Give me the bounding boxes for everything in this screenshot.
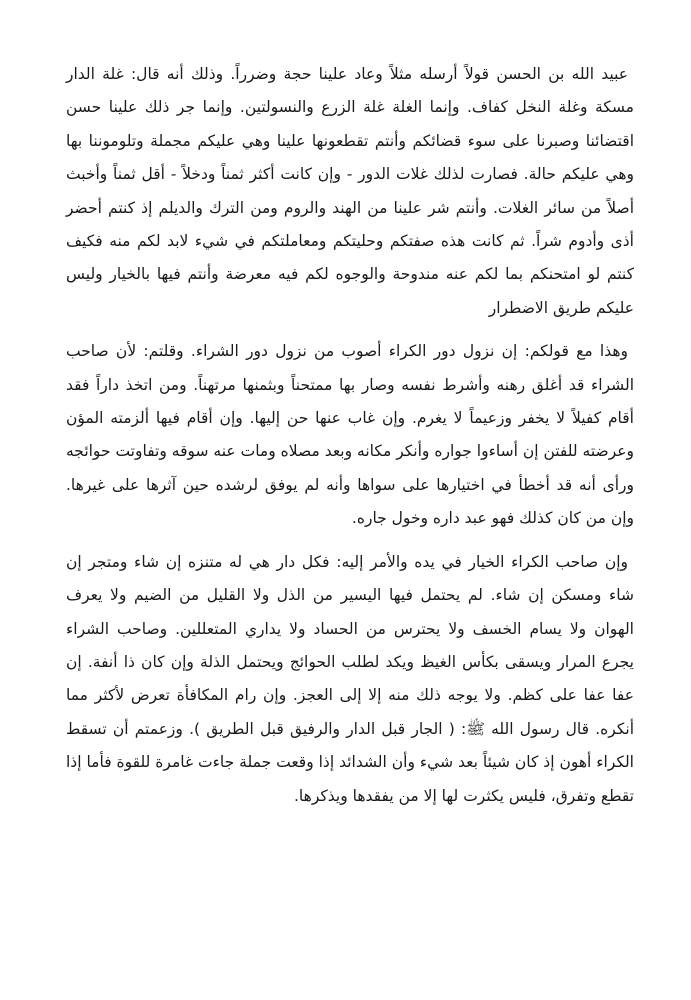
paragraph-2: وهذا مع قولكم: إن نزول دور الكراء أصوب من نزول دور الشراء. وقلتم: لأن صاحب الشراء قد أغلق رهنه وأشرط نفسه وصار بها ممتحناً وبثمنها مرتهناً. ومن اتخذ داراً فقد أقام كفيلاً لا يخفر وزعيماً لا يغرم. وإن غاب عنها حن إليها. وإن أقام فيها ألزمته المؤن وعرضته للفتن إن أساءوا جواره وأنكر مكانه وبعد مصلاه ومات عنه سوقه وتفاوتت حوائجه ورأى أنه قد أخطأ في اختيارها على سواها وأنه لم يوفق لرشده حين آثرها على غيرها. وإن من كان كذلك فهو عبد داره وخول جاره. [66,342,634,528]
paragraph-3: وإن صاحب الكراء الخيار في يده والأمر إليه: فكل دار هي له متنزه إن شاء ومتجر إن شاء ومسكن إن شاء. لم يحتمل فيها اليسير من الذل ولا القليل من الضيم ولا يعرف الهوان ولا يسام الخسف ولا يحترس من الحساد ولا يداري المتعللين. وصاحب الشراء يجرع المرار ويسقى بكأس الغيظ ويكد لطلب الحوائج ويحتمل الذلة وإن كان ذا أنفة. إن عفا عفا على كظم. ولا يوجه ذلك منه إلا إلى العجز. وإن رام المكافأة تعرض لأكثر مما أنكره. قال رسول الله ﷺ: ( الجار قبل الدار والرفيق قبل الطريق ). وزعمتم أن تسقط الكراء أهون إذ كان شيئاً بعد شيء وأن الشدائد إذا وقعت جملة جاءت غامرة للقوة فأما إذا تقطع وتفرق، فليس يكثرت لها إلا من يفقدها ويذكرها. [66,552,634,805]
paragraph-1: عبيد الله بن الحسن قولاً أرسله مثلاً وعاد علينا حجة وضرراً. وذلك أنه قال: غلة الدار مسكة وغلة النخل كفاف. وإنما الغلة غلة الزرع والنسولتين. وإنما جر ذلك علينا حسن اقتضائنا وصبرنا على سوء قضائكم وأنتم تقطعونها علينا وهي عليكم مجملة وتلوموننا بها وهي عليكم حالة. فصارت لذلك غلات الدور - وإن كانت أكثر ثمناً ودخلاً - أقل ثمناً وأخبث أصلاً من سائر الغلات. وأنتم شر علينا من الهند والروم ومن الترك والديلم إذ كنتم أحضر أذى وأدوم شراً. ثم كانت هذه صفتكم وحليتكم ومعاملتكم في شيء لابد لكم منه فكيف كنتم لو امتحنكم بما لكم عنه مندوحة والوجوه لكم فيه معرضة وأنتم فيها بالخيار وليس عليكم طريق الاضطرار [66,65,634,317]
document-page [66,58,634,813]
